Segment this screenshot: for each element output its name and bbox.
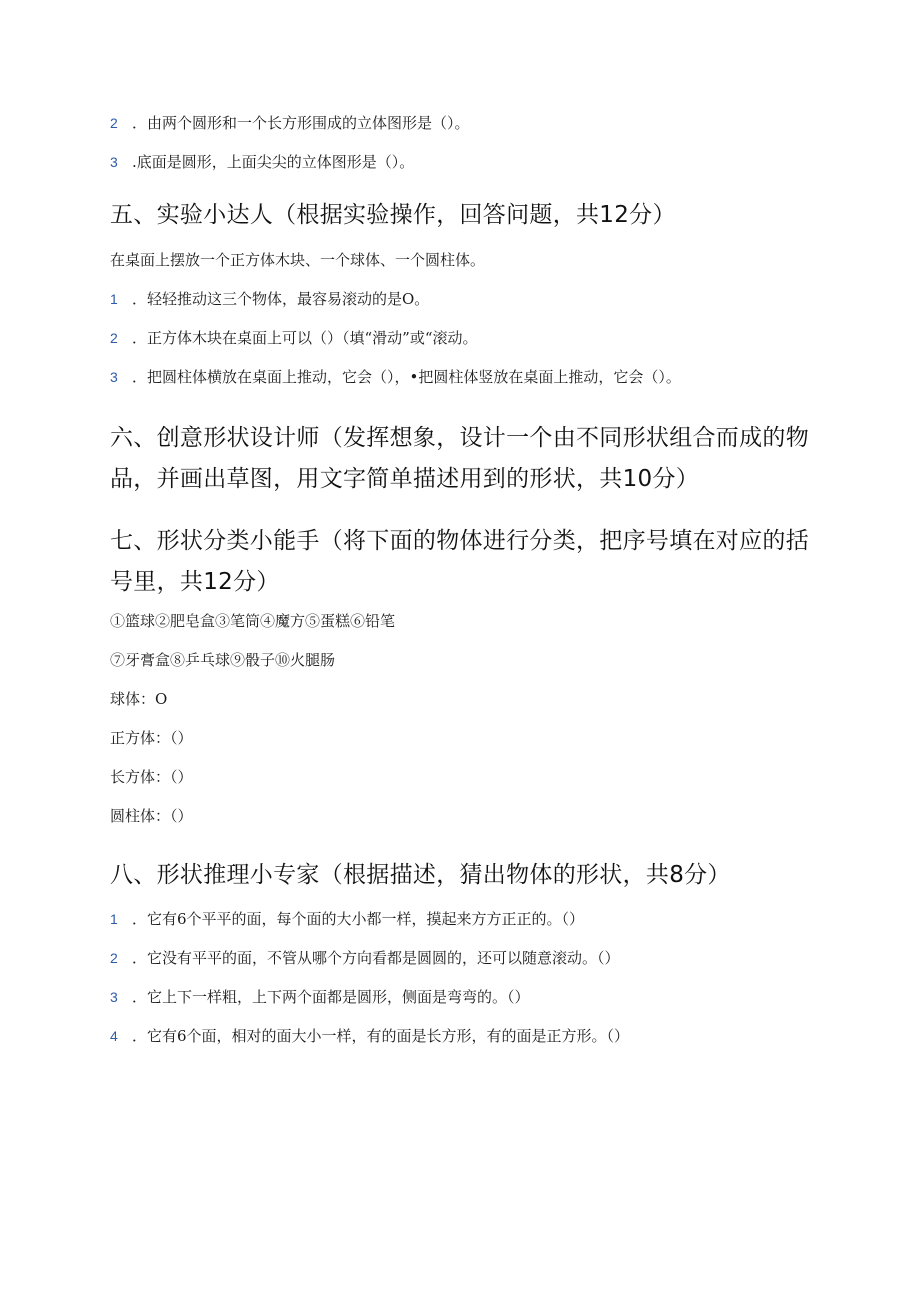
item-text: ．由两个圆形和一个长方形围成的立体图形是（）。 bbox=[132, 114, 470, 132]
section-heading-8: 八、形状推理小专家（根据描述，猜出物体的形状，共8分） bbox=[110, 862, 731, 888]
answer-line: 长方体：（） bbox=[110, 768, 193, 786]
section-heading-5: 五、实验小达人（根据实验操作，回答问题，共12分） bbox=[110, 202, 676, 228]
item-text: ．它有6个面，相对的面大小一样，有的面是长方形，有的面是正方形。（） bbox=[132, 1027, 630, 1045]
question-item bbox=[110, 1026, 629, 1046]
item-number: 1 bbox=[110, 291, 118, 307]
question-item bbox=[110, 987, 530, 1007]
answer-line: 正方体：（） bbox=[110, 729, 193, 747]
question-item bbox=[110, 909, 584, 929]
question-item bbox=[110, 113, 470, 133]
item-number: 2 bbox=[110, 115, 118, 131]
section-intro: 在桌面上摆放一个正方体木块、一个球体、一个圆柱体。 bbox=[110, 251, 486, 269]
section-heading-7: 七、形状分类小能手（将下面的物体进行分类，把序号填在对应的括号里，共12分） bbox=[110, 528, 809, 595]
item-number: 4 bbox=[110, 1028, 118, 1044]
question-item bbox=[110, 289, 429, 309]
object-list-line: ①篮球②肥皂盒③笔筒④魔方⑤蛋糕⑥铅笔 bbox=[110, 612, 396, 630]
answer-line: 球体：O bbox=[110, 690, 168, 708]
item-number: 2 bbox=[110, 330, 118, 346]
object-list-line: ⑦牙膏盒⑧乒乓球⑨骰子⑩火腿肠 bbox=[110, 651, 336, 669]
item-text: ．正方体木块在桌面上可以（）（填“滑动”或“滚动。 bbox=[132, 329, 478, 347]
question-item bbox=[110, 948, 620, 968]
item-number: 2 bbox=[110, 950, 118, 966]
item-text: ．它没有平平的面，不管从哪个方向看都是圆圆的，还可以随意滚动。（） bbox=[132, 949, 620, 967]
question-item bbox=[110, 328, 478, 348]
item-text: ．把圆柱体横放在桌面上推动，它会（），•把圆柱体竖放在桌面上推动，它会（）。 bbox=[132, 368, 681, 386]
item-number: 3 bbox=[110, 369, 118, 385]
item-number: 3 bbox=[110, 154, 118, 170]
question-item bbox=[110, 152, 414, 172]
item-number: 1 bbox=[110, 911, 118, 927]
item-number: 3 bbox=[110, 989, 118, 1005]
item-text: ．它有6个平平的面，每个面的大小都一样，摸起来方方正正的。（） bbox=[132, 910, 585, 928]
section-heading-6: 六、创意形状设计师（发挥想象，设计一个由不同形状组合而成的物品，并画出草图，用文字简单描述用到的形状，共10分） bbox=[110, 425, 809, 492]
item-text: ．轻轻推动这三个物体，最容易滚动的是O。 bbox=[132, 290, 430, 308]
question-item bbox=[110, 367, 681, 387]
item-text: .底面是圆形，上面尖尖的立体图形是（）。 bbox=[132, 153, 415, 171]
answer-line: 圆柱体：（） bbox=[110, 807, 193, 825]
item-text: ．它上下一样粗，上下两个面都是圆形，侧面是弯弯的。（） bbox=[132, 988, 530, 1006]
